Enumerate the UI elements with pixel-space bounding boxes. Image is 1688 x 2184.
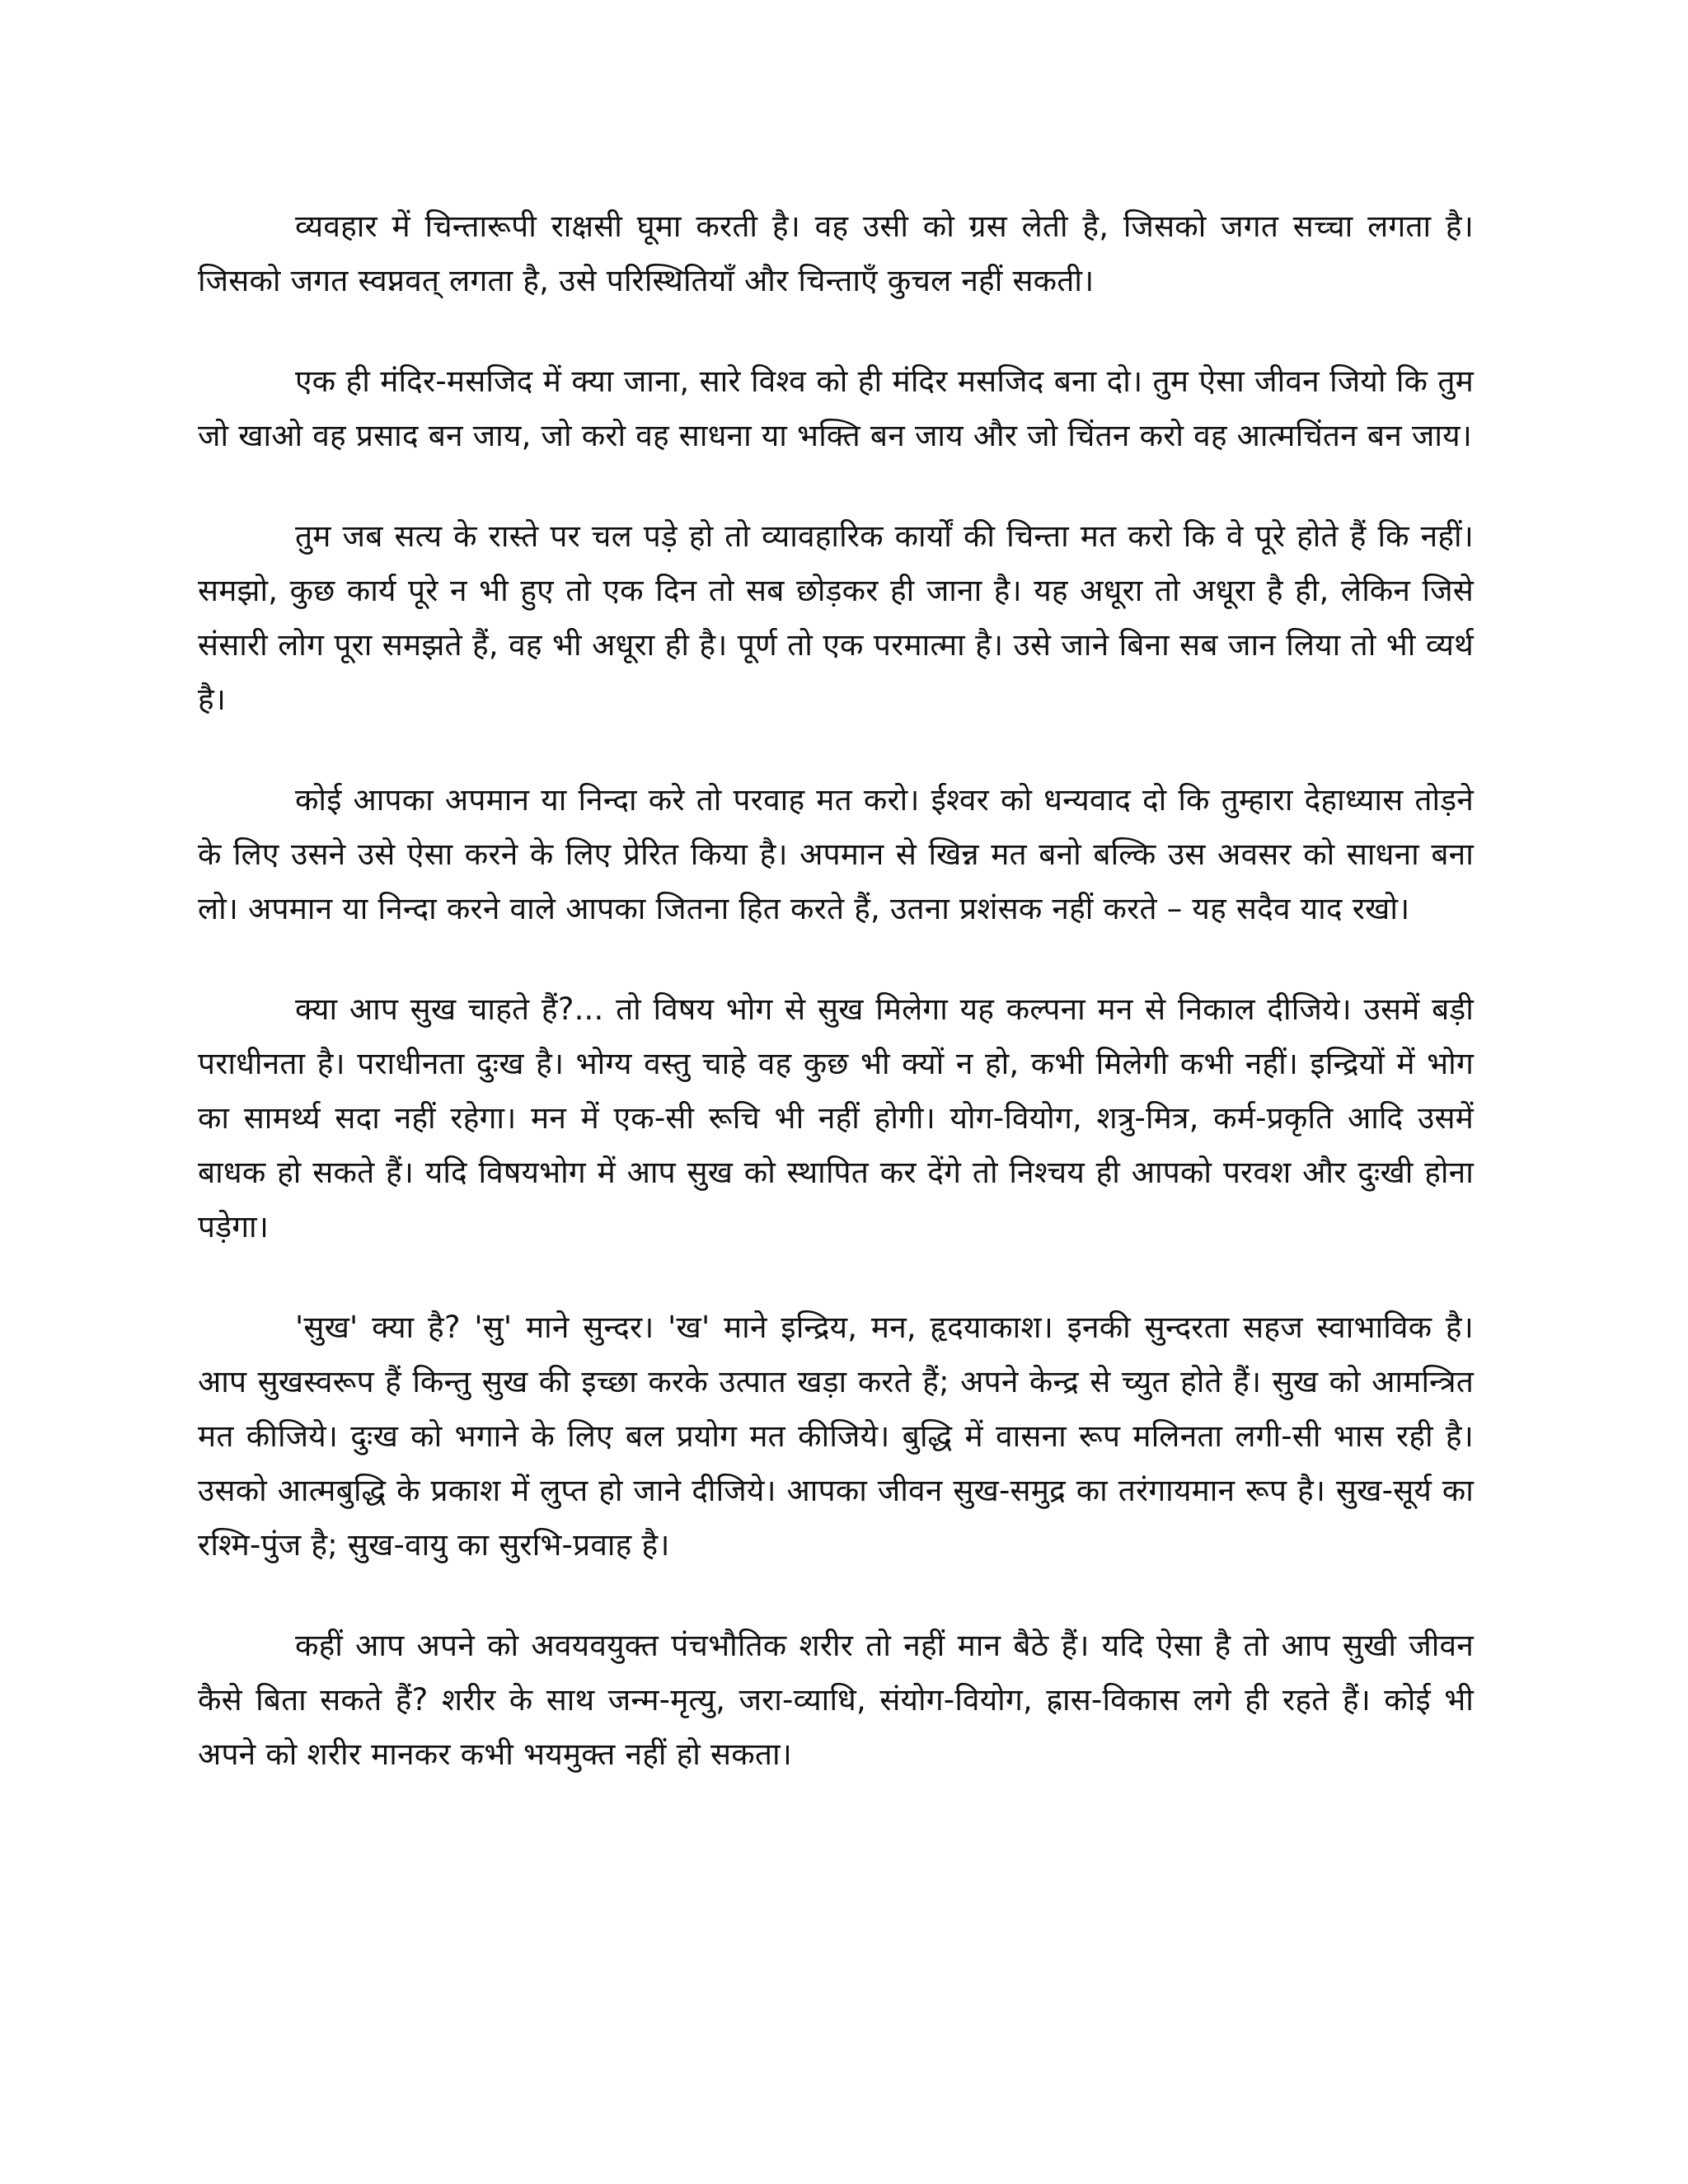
paragraph-5: क्या आप सुख चाहते हैं?... तो विषय भोग से सुख मिलेगा यह कल्पना मन से निकाल दीजिये। उसमें बड़ी पराधीनता है। पराधीनता दुःख है। भोग्य वस्तु चाहे वह कुछ भी क्यों न हो, कभी मिलेगी कभी नहीं। इन्द्रियों में भोग का सामर्थ्य सदा नहीं रहेगा। मन में एक-सी रूचि भी नहीं होगी। योग-वियोग, शत्रु-मित्र, कर्म-प्रकृति आदि उसमें बाधक हो सकते हैं। यदि विषयभोग में आप सुख को स्थापित कर देंगे तो निश्चय ही आपको परवश और दुःखी होना पड़ेगा। bbox=[198, 991, 1474, 1244]
paragraph-1: व्यवहार में चिन्तारूपी राक्षसी घूमा करती है। वह उसी को ग्रस लेती है, जिसको जगत सच्चा लगता है। जिसको जगत स्वप्नवत् लगता है, उसे परिस्थितियाँ और चिन्ताएँ कुचल नहीं सकती। bbox=[198, 209, 1474, 298]
paragraph-2: एक ही मंदिर-मसजिद में क्या जाना, सारे विश्व को ही मंदिर मसजिद बना दो। तुम ऐसा जीवन जियो कि तुम जो खाओ वह प्रसाद बन जाय, जो करो वह साधना या भक्ति बन जाय और जो चिंतन करो वह आत्मचिंतन बन जाय। bbox=[198, 363, 1474, 453]
document-page bbox=[198, 199, 1474, 1828]
paragraph-7: कहीं आप अपने को अवयवयुक्त पंचभौतिक शरीर तो नहीं मान बैठे हैं। यदि ऐसा है तो आप सुखी जीवन कैसे बिता सकते हैं? शरीर के साथ जन्म-मृत्यु, जरा-व्याधि, संयोग-वियोग, ह्रास-विकास लगे ही रहते हैं। कोई भी अपने को शरीर मानकर कभी भयमुक्त नहीं हो सकता। bbox=[198, 1628, 1474, 1772]
paragraph-4: कोई आपका अपमान या निन्दा करे तो परवाह मत करो। ईश्वर को धन्यवाद दो कि तुम्हारा देहाध्यास तोड़ने के लिए उसने उसे ऐसा करने के लिए प्रेरित किया है। अपमान से खिन्न मत बनो बल्कि उस अवसर को साधना बना लो। अपमान या निन्दा करने वाले आपका जितना हित करते हैं, उतना प्रशंसक नहीं करते – यह सदैव याद रखो। bbox=[198, 782, 1474, 926]
paragraph-6: 'सुख' क्या है? 'सु' माने सुन्दर। 'ख' माने इन्द्रिय, मन, हृदयाकाश। इनकी सुन्दरता सहज स्वाभाविक है। आप सुखस्वरूप हैं किन्तु सुख की इच्छा करके उत्पात खड़ा करते हैं; अपने केन्द्र से च्युत होते हैं। सुख को आमन्त्रित मत कीजिये। दुःख को भगाने के लिए बल प्रयोग मत कीजिये। बुद्धि में वासना रूप मलिनता लगी-सी भास रही है। उसको आत्मबुद्धि के प्रकाश में लुप्त हो जाने दीजिये। आपका जीवन सुख-समुद्र का तरंगायमान रूप है। सुख-सूर्य का रश्मि-पुंज है; सुख-वायु का सुरभि-प्रवाह है। bbox=[198, 1310, 1474, 1563]
paragraph-3: तुम जब सत्य के रास्ते पर चल पड़े हो तो व्यावहारिक कार्यों की चिन्ता मत करो कि वे पूरे होते हैं कि नहीं। समझो, कुछ कार्य पूरे न भी हुए तो एक दिन तो सब छोड़कर ही जाना है। यह अधूरा तो अधूरा है ही, लेकिन जिसे संसारी लोग पूरा समझते हैं, वह भी अधूरा ही है। पूर्ण तो एक परमात्मा है। उसे जाने बिना सब जान लिया तो भी व्यर्थ है। bbox=[198, 518, 1474, 717]
